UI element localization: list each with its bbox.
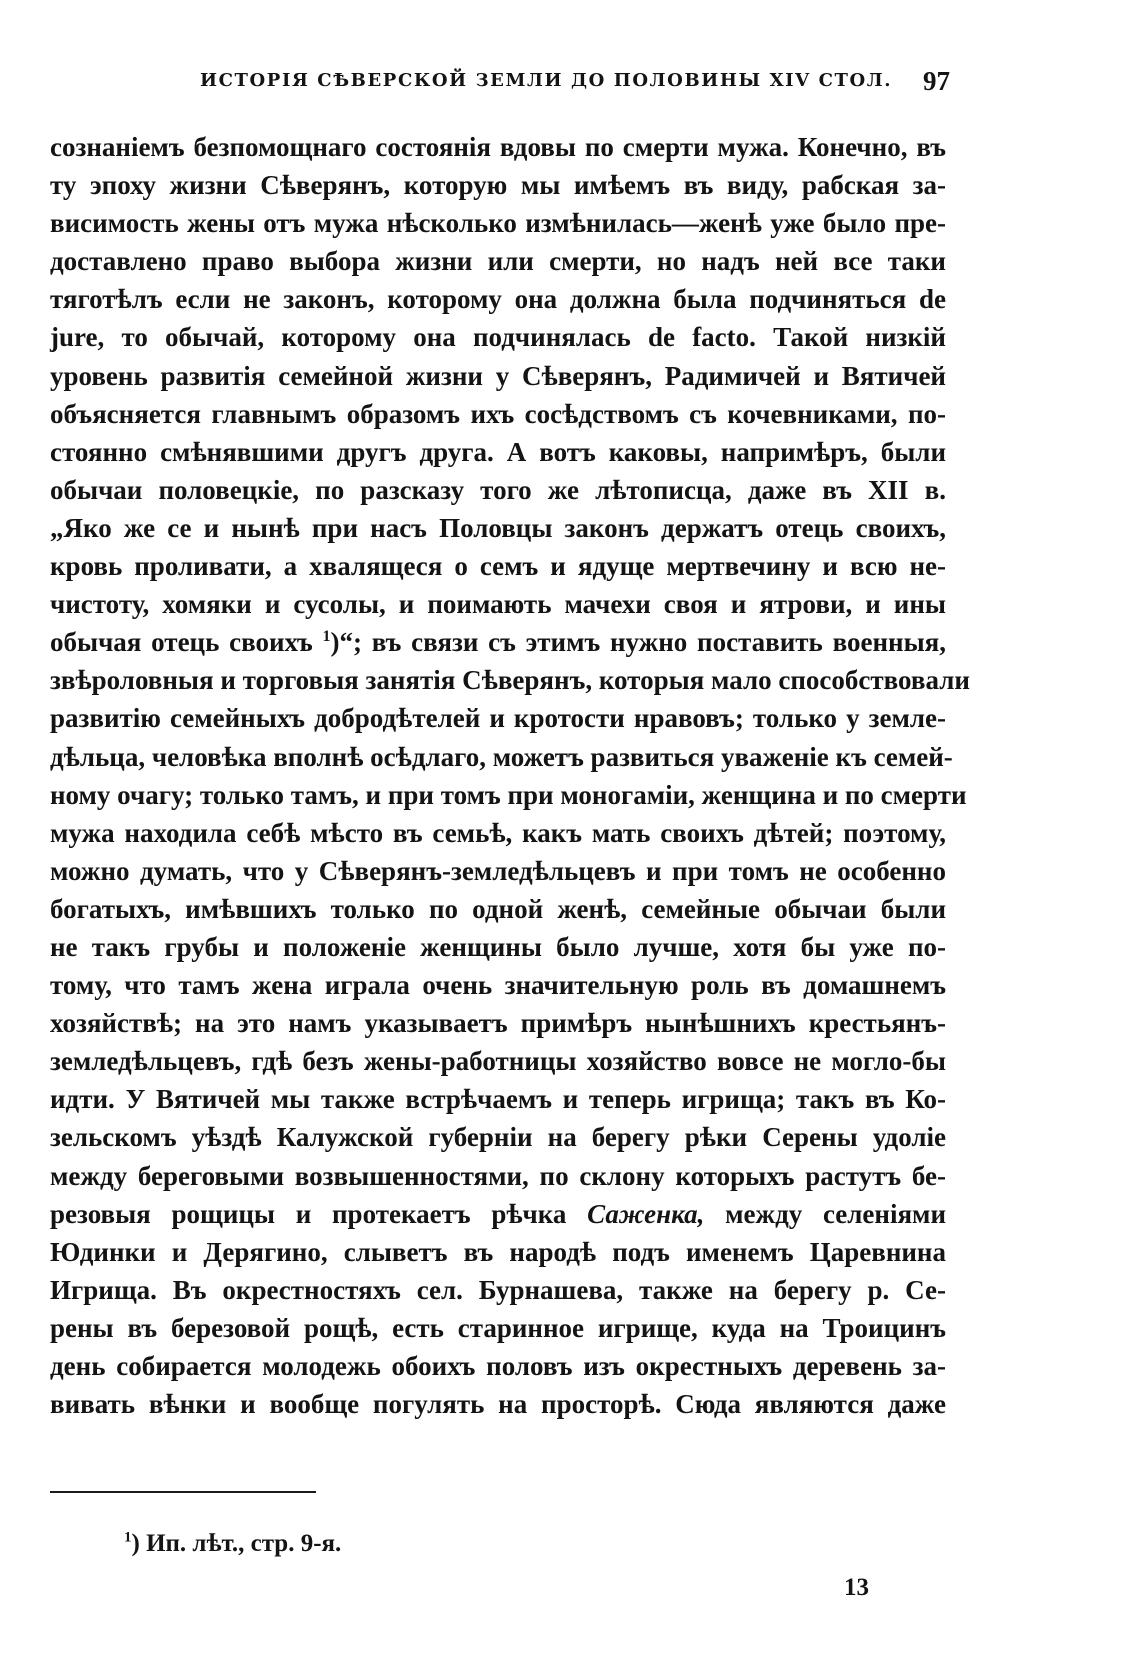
text-line: чистоту, хомяки и сусолы, и поимають мачехи своя и ятрови, и ины	[50, 589, 946, 620]
text-line: тяготѣлъ если не законъ, которому она должна была подчиняться de	[50, 284, 946, 315]
text-line: доставлено право выбора жизни или смерти, но надъ ней все таки	[50, 246, 946, 277]
text-line: идти. У Вятичей мы также встрѣчаемъ и теперь игрища; такъ въ Ко-	[50, 1084, 946, 1115]
text-line: тому, что тамъ жена играла очень значительную роль въ домашнемъ	[50, 970, 946, 1001]
line-tail: )“; въ связи съ этимъ нужно поставить военныя,	[330, 627, 947, 658]
text-line-with-footnote-ref	[50, 623, 946, 661]
text-line: хозяйствѣ; на это намъ указываетъ примѣръ нынѣшнихъ крестьянъ-	[50, 1008, 946, 1039]
running-title: ИСТОРІЯ СѢВЕРСКОЙ ЗЕМЛИ ДО ПОЛОВИНЫ XIV СТОЛ.	[200, 70, 893, 91]
page-number: 97	[923, 66, 950, 96]
text-line: можно думать, что у Сѣверянъ-земледѣльцевъ и при томъ не особенно	[50, 855, 946, 886]
footnote-marker: 1	[124, 1529, 132, 1546]
text-line: кровь проливати, а хвалящеся о семъ и ядуще мертвечину и всю не-	[50, 551, 946, 582]
text-line: дѣльца, человѣка вполнѣ осѣдлаго, можетъ развиться уваженіе къ семей-	[50, 741, 953, 772]
footnote-divider	[50, 1491, 316, 1493]
text-line: звѣроловныя и торговыя занятія Сѣверянъ, которыя мало способствовали	[50, 665, 970, 696]
running-head	[50, 66, 950, 100]
text-line-with-italic	[50, 1195, 946, 1233]
text-line: ту эпоху жизни Сѣверянъ, которую мы имѣемъ въ виду, рабская за-	[50, 170, 946, 201]
text-line: вивать вѣнки и вообще погулять на просторѣ. Сюда являются даже	[50, 1389, 946, 1420]
text-line: мужа находила себѣ мѣсто въ семьѣ, какъ мать своихъ дѣтей; поэтому,	[50, 817, 946, 848]
text-line: сознаніемъ безпомощнаго состоянія вдовы по смерти мужа. Конечно, въ	[50, 132, 946, 162]
printer-signature-mark: 13	[844, 1574, 869, 1601]
footnote-ref[interactable]: 1	[322, 628, 331, 646]
text-line: зельскомъ уѣздѣ Калужской губерніи на берегу рѣки Серены удоліе	[50, 1122, 946, 1153]
text-line: стоянно смѣнявшими другъ друга. А вотъ каковы, напримѣръ, были	[50, 436, 946, 467]
text-line: богатыхъ, имѣвшихъ только по одной женѣ, семейные обычаи были	[50, 893, 946, 924]
text-line: рены въ березовой рощѣ, есть старинное игрище, куда на Троицинъ	[50, 1312, 946, 1343]
text-line: ному очагу; только тамъ, и при томъ при моногаміи, женщина и по смерти	[50, 779, 967, 810]
line-head: обычая отець своихъ	[50, 627, 313, 658]
text-line: земледѣльцевъ, гдѣ безъ жены-работницы хозяйство вовсе не могло-бы	[50, 1046, 946, 1077]
line-tail: между селеніями	[704, 1198, 947, 1229]
text-line: объясняется главнымъ образомъ ихъ сосѣдствомъ съ кочевниками, по-	[50, 398, 946, 429]
footnote	[124, 1530, 341, 1558]
italic-river-name: Саженка,	[587, 1198, 705, 1229]
text-line: висимость жены отъ мужа нѣсколько измѣнилась—женѣ уже было пре-	[50, 208, 946, 239]
text-line: день собирается молодежь обоихъ половъ изъ окрестныхъ деревень за-	[50, 1351, 946, 1381]
text-line: „Яко же се и нынѣ при насъ Половцы законъ держатъ отець своихъ,	[50, 512, 946, 543]
text-line: между береговыми возвышенностями, по склону которыхъ растутъ бе-	[50, 1160, 946, 1191]
text-line: Игрища. Въ окрестностяхъ сел. Бурнашева, также на берегу р. Се-	[50, 1274, 946, 1305]
body-text	[50, 128, 970, 1423]
text-line: не такъ грубы и положеніе женщины было лучше, хотя бы уже по-	[50, 931, 946, 962]
text-line: обычаи половецкіе, по разсказу того же лѣтописца, даже въ XII в.	[50, 474, 946, 505]
text-line: развитію семейныхъ добродѣтелей и кротости нравовъ; только у земле-	[50, 703, 946, 734]
line-head: резовыя рощицы и протекаетъ рѣчка	[50, 1198, 567, 1229]
text-line: уровень развитія семейной жизни у Сѣверянъ, Радимичей и Вятичей	[50, 360, 946, 391]
text-line: Юдинки и Дерягино, слыветъ въ народѣ подъ именемъ Царевнина	[50, 1236, 946, 1267]
footnote-text: ) Ип. лѣт., стр. 9-я.	[131, 1530, 342, 1557]
text-line: jure, то обычай, которому она подчинялась de facto. Такой низкій	[50, 322, 946, 353]
